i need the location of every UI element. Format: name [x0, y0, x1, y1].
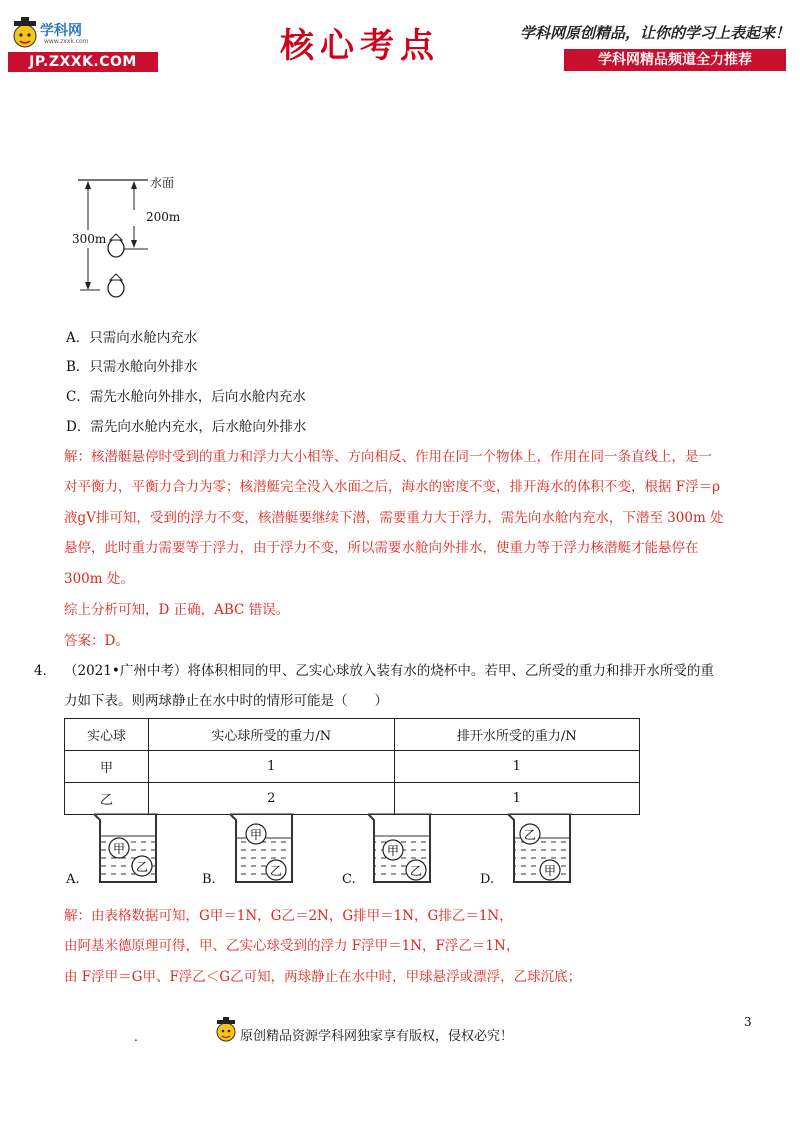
q4-option-d-label: D.	[480, 872, 495, 887]
q3-option-c: C．需先水舱向外排水，后向水舱内充水	[66, 389, 306, 405]
table-header-cell: 实心球	[65, 719, 149, 751]
ball-label-jia: 甲	[386, 844, 400, 858]
footer-copyright: 原创精品资源学科网独家享有版权，侵权必究！	[240, 1029, 514, 1044]
table-cell: 1	[149, 751, 394, 783]
q4-stem-line-2: 力如下表。则两球静止在水中时的情形可能是（ ）	[64, 693, 388, 709]
mascot-icon	[10, 16, 40, 50]
q3-solution-line-2: 对平衡力，平衡力合力为零；核潜艇完全没入水面之后，海水的密度不变，排开海水的体积不变，根据 F浮＝ρ	[64, 479, 721, 495]
water-surface-label: 水面	[150, 176, 175, 190]
q3-answer: 答案：D。	[64, 633, 129, 649]
q4-number: 4．	[34, 663, 57, 679]
q4-solution-line-3: 由 F浮甲＝G甲、F浮乙＜G乙可知，两球静止在水中时，甲球悬浮或漂浮，乙球沉底；	[64, 969, 582, 985]
ball-label-yi: 乙	[269, 864, 283, 878]
beaker-c	[368, 814, 432, 882]
q4-option-c-label: C.	[342, 872, 356, 887]
ball-label-yi: 乙	[523, 828, 537, 842]
q4-stem-line-1: （2021•广州中考）将体积相同的甲、乙实心球放入装有水的烧杯中。若甲、乙所受的重力和排开水所受的重	[64, 663, 714, 679]
logo-url-small: www.zxxk.com	[44, 38, 89, 45]
q4-solution-line-2: 由阿基米德原理可得，甲、乙实心球受到的浮力 F浮甲＝1N，F浮乙＝1N，	[64, 938, 520, 954]
depth-300-label: 300m	[72, 232, 107, 246]
footer-dot: .	[134, 1030, 138, 1044]
q4-option-b-label: B.	[202, 872, 216, 887]
table-cell: 2	[149, 783, 394, 815]
q4-solution-line-1: 解：由表格数据可知，G甲＝1N，G乙＝2N，G排甲＝1N，G排乙＝1N，	[64, 908, 513, 924]
table-header-cell: 实心球所受的重力/N	[149, 719, 394, 751]
q3-solution-line-4: 悬停，此时重力需要等于浮力，由于浮力不变，所以需要水舱向外排水，使重力等于浮力核潜艇才能悬停在	[64, 540, 699, 556]
ball-label-jia: 甲	[112, 842, 126, 856]
depth-200-label: 200m	[146, 210, 181, 224]
table-cell: 1	[394, 783, 640, 815]
beaker-a	[94, 814, 158, 882]
q3-solution-line-6: 综上分析可知，D 正确，ABC 错误。	[64, 602, 290, 618]
table-row	[65, 751, 640, 783]
logo-url: JP.ZXXK.COM	[8, 52, 158, 72]
q3-solution-line-3: 液gV排可知，受到的浮力不变，核潜艇要继续下潜，需要重力大于浮力，需先向水舱内充水，下潜至 300m 处	[64, 510, 724, 526]
table-header-row	[65, 719, 640, 751]
q4-option-a-label: A.	[66, 872, 80, 887]
table-cell: 乙	[65, 783, 149, 815]
q4-beaker-options	[60, 806, 660, 898]
ball-label-yi: 乙	[135, 860, 149, 874]
table-cell: 1	[394, 751, 640, 783]
page-title: 核心考点	[280, 26, 440, 66]
submarine-upper-icon	[108, 234, 124, 257]
ball-label-jia: 甲	[249, 828, 263, 842]
mascot-icon	[214, 1016, 238, 1044]
logo-name: 学科网	[40, 23, 82, 39]
table-header-cell: 排开水所受的重力/N	[394, 719, 640, 751]
beaker-b	[230, 814, 294, 882]
q3-option-d: D．需先向水舱内充水，后水舱向外排水	[66, 419, 307, 435]
beaker-d	[508, 814, 572, 882]
ball-label-jia: 甲	[543, 864, 557, 878]
q4-gravity-table	[64, 718, 640, 815]
q3-solution-line-1: 解：核潜艇悬停时受到的重力和浮力大小相等、方向相反、作用在同一个物体上，作用在同一条直线上，是一	[64, 449, 712, 465]
q3-option-b: B．只需水舱向外排水	[66, 359, 198, 375]
table-cell: 甲	[65, 751, 149, 783]
ball-label-yi: 乙	[409, 864, 423, 878]
submarine-lower-icon	[108, 274, 124, 297]
q3-solution-line-5: 300m 处。	[64, 571, 134, 587]
header-channel-banner: 学科网精品频道全力推荐	[564, 49, 786, 71]
header-slogan: 学科网原创精品，让你的学习上表起来！	[520, 24, 791, 42]
q3-option-a: A．只需向水舱内充水	[66, 330, 198, 346]
page-number: 3	[744, 1015, 752, 1029]
